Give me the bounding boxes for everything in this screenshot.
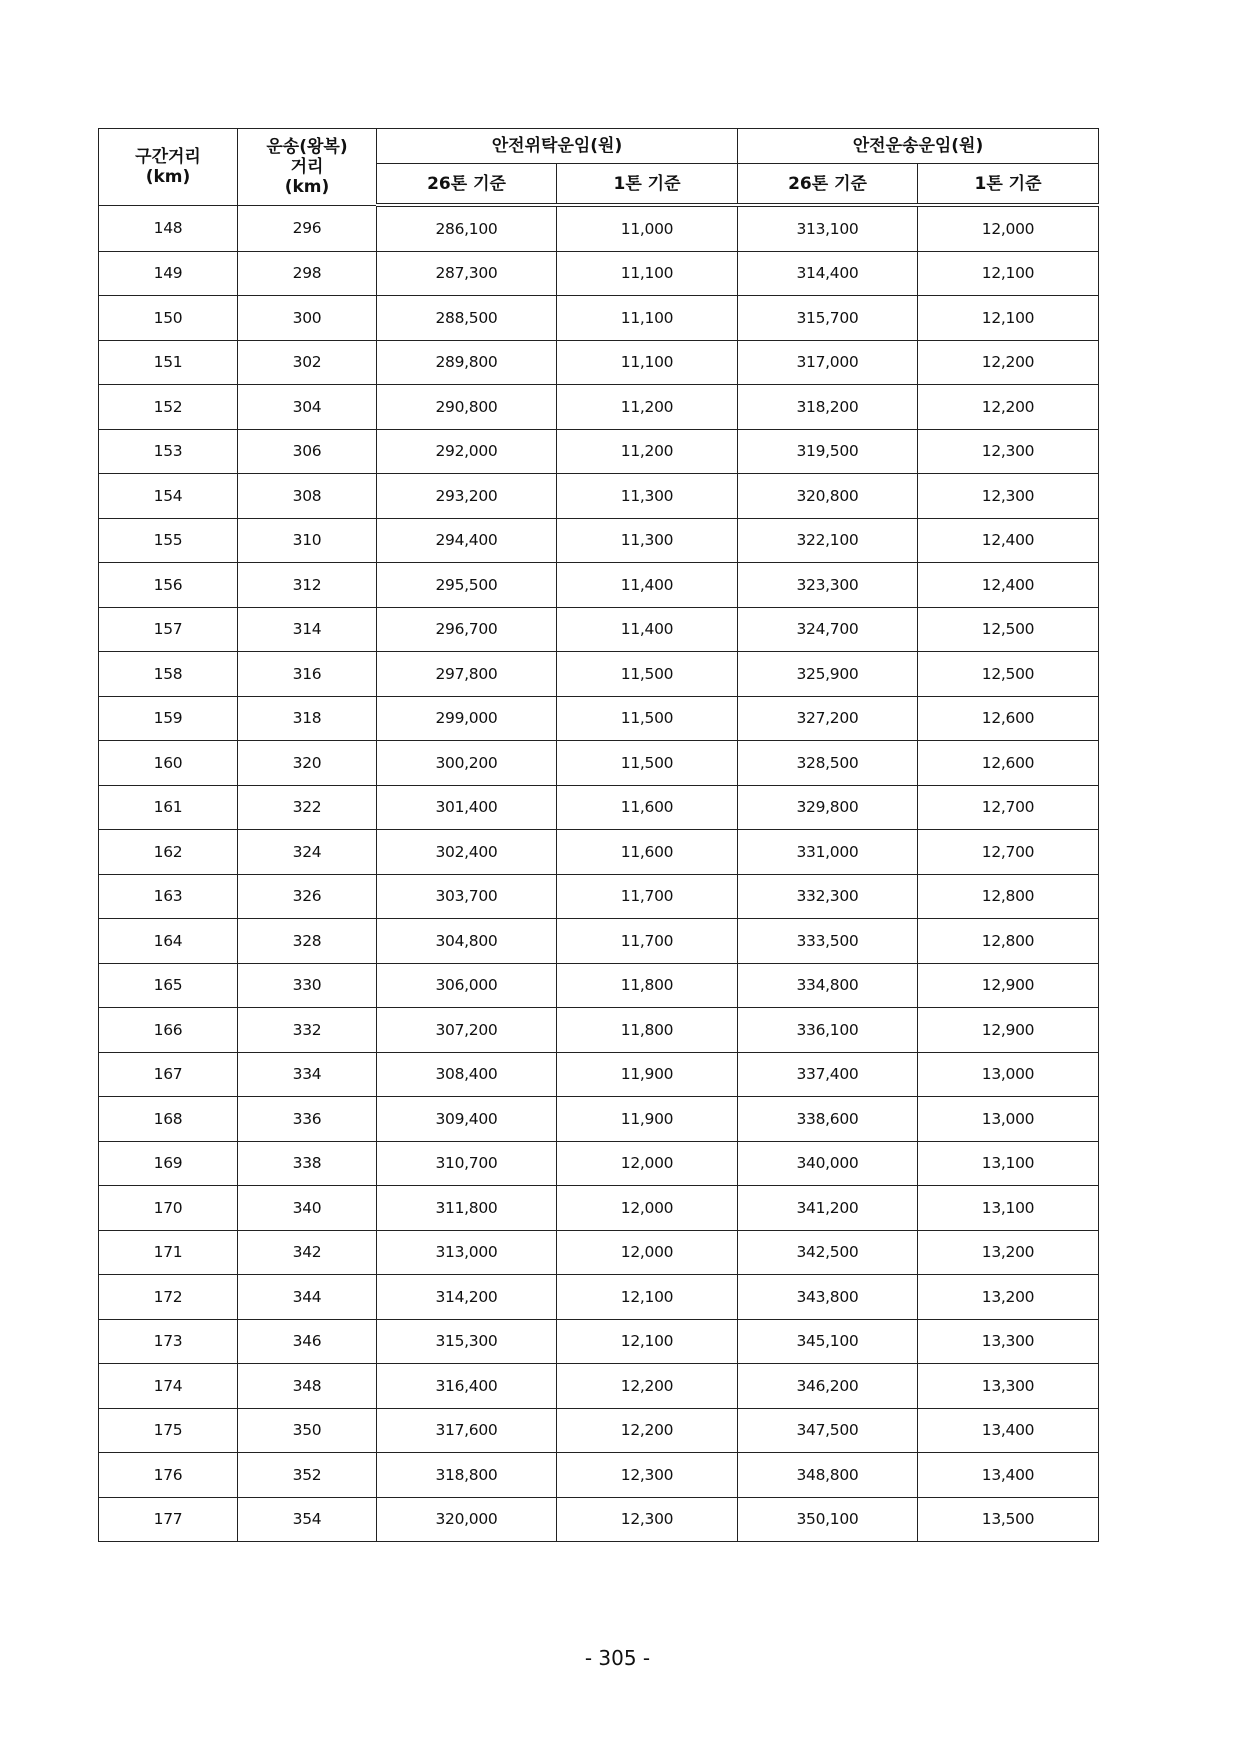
table-row <box>99 1408 1099 1453</box>
cell-transport-26t: 343,800 <box>738 1275 918 1320</box>
cell-transport-1t: 12,200 <box>918 340 1099 385</box>
cell-transport-distance: 344 <box>238 1275 377 1320</box>
table-row <box>99 652 1099 697</box>
cell-transport-distance: 316 <box>238 652 377 697</box>
cell-transport-distance: 302 <box>238 340 377 385</box>
cell-consign-1t: 11,600 <box>557 830 738 875</box>
table-row <box>99 607 1099 652</box>
cell-transport-1t: 12,300 <box>918 429 1099 474</box>
page-number: - 305 - <box>584 1646 651 1670</box>
table-row <box>99 518 1099 563</box>
cell-segment-distance: 167 <box>99 1052 238 1097</box>
cell-segment-distance: 152 <box>99 385 238 430</box>
header-transport-distance-line3: (km) <box>284 176 330 197</box>
cell-transport-1t: 13,100 <box>918 1186 1099 1231</box>
cell-transport-distance: 324 <box>238 830 377 875</box>
cell-transport-26t: 319,500 <box>738 429 918 474</box>
cell-transport-distance: 310 <box>238 518 377 563</box>
cell-consign-26t: 286,100 <box>377 205 557 251</box>
cell-consign-26t: 297,800 <box>377 652 557 697</box>
cell-transport-26t: 346,200 <box>738 1364 918 1409</box>
cell-transport-distance: 352 <box>238 1453 377 1498</box>
cell-consign-26t: 306,000 <box>377 963 557 1008</box>
table-row <box>99 296 1099 341</box>
cell-transport-1t: 12,400 <box>918 563 1099 608</box>
table-row <box>99 1186 1099 1231</box>
cell-consign-26t: 289,800 <box>377 340 557 385</box>
cell-transport-26t: 342,500 <box>738 1230 918 1275</box>
cell-segment-distance: 173 <box>99 1319 238 1364</box>
cell-consign-1t: 11,100 <box>557 296 738 341</box>
cell-consign-1t: 11,700 <box>557 874 738 919</box>
cell-transport-1t: 12,500 <box>918 652 1099 697</box>
cell-consign-26t: 294,400 <box>377 518 557 563</box>
cell-transport-26t: 325,900 <box>738 652 918 697</box>
cell-consign-26t: 300,200 <box>377 741 557 786</box>
cell-consign-1t: 11,300 <box>557 474 738 519</box>
cell-transport-1t: 12,600 <box>918 696 1099 741</box>
cell-consign-1t: 11,300 <box>557 518 738 563</box>
cell-transport-1t: 12,500 <box>918 607 1099 652</box>
cell-transport-distance: 312 <box>238 563 377 608</box>
cell-consign-26t: 299,000 <box>377 696 557 741</box>
cell-transport-distance: 338 <box>238 1141 377 1186</box>
header-transport-distance-line1: 운송(왕복) <box>266 136 348 157</box>
cell-transport-26t: 324,700 <box>738 607 918 652</box>
cell-transport-distance: 306 <box>238 429 377 474</box>
cell-consign-26t: 290,800 <box>377 385 557 430</box>
cell-transport-1t: 12,000 <box>918 205 1099 251</box>
cell-segment-distance: 176 <box>99 1453 238 1498</box>
cell-transport-distance: 342 <box>238 1230 377 1275</box>
cell-consign-26t: 309,400 <box>377 1097 557 1142</box>
cell-transport-1t: 13,400 <box>918 1408 1099 1453</box>
cell-transport-26t: 338,600 <box>738 1097 918 1142</box>
cell-consign-26t: 287,300 <box>377 251 557 296</box>
cell-segment-distance: 156 <box>99 563 238 608</box>
table-row <box>99 696 1099 741</box>
cell-transport-distance: 334 <box>238 1052 377 1097</box>
cell-transport-distance: 340 <box>238 1186 377 1231</box>
cell-transport-26t: 341,200 <box>738 1186 918 1231</box>
cell-consign-26t: 295,500 <box>377 563 557 608</box>
header-transport-distance <box>238 129 377 206</box>
cell-transport-1t: 12,800 <box>918 874 1099 919</box>
cell-consign-26t: 296,700 <box>377 607 557 652</box>
cell-consign-26t: 315,300 <box>377 1319 557 1364</box>
cell-transport-1t: 13,300 <box>918 1364 1099 1409</box>
cell-transport-26t: 315,700 <box>738 296 918 341</box>
cell-consign-1t: 11,200 <box>557 385 738 430</box>
table-row <box>99 741 1099 786</box>
cell-transport-26t: 314,400 <box>738 251 918 296</box>
cell-consign-1t: 11,900 <box>557 1097 738 1142</box>
cell-consign-1t: 11,400 <box>557 607 738 652</box>
header-consign-fare: 안전위탁운임(원) <box>377 129 738 164</box>
table-row <box>99 1319 1099 1364</box>
cell-consign-26t: 302,400 <box>377 830 557 875</box>
cell-consign-1t: 11,100 <box>557 340 738 385</box>
cell-transport-distance: 308 <box>238 474 377 519</box>
cell-segment-distance: 172 <box>99 1275 238 1320</box>
table-row <box>99 830 1099 875</box>
cell-segment-distance: 151 <box>99 340 238 385</box>
cell-transport-26t: 329,800 <box>738 785 918 830</box>
cell-consign-26t: 301,400 <box>377 785 557 830</box>
cell-consign-1t: 11,100 <box>557 251 738 296</box>
cell-segment-distance: 177 <box>99 1497 238 1542</box>
table-row <box>99 963 1099 1008</box>
cell-transport-1t: 12,100 <box>918 251 1099 296</box>
cell-segment-distance: 158 <box>99 652 238 697</box>
cell-transport-1t: 13,200 <box>918 1230 1099 1275</box>
cell-transport-1t: 12,400 <box>918 518 1099 563</box>
cell-consign-1t: 12,100 <box>557 1275 738 1320</box>
cell-transport-26t: 348,800 <box>738 1453 918 1498</box>
cell-transport-26t: 334,800 <box>738 963 918 1008</box>
cell-consign-26t: 313,000 <box>377 1230 557 1275</box>
cell-consign-26t: 293,200 <box>377 474 557 519</box>
table-row <box>99 1364 1099 1409</box>
cell-transport-26t: 345,100 <box>738 1319 918 1364</box>
header-segment-distance-line2: (km) <box>145 166 191 187</box>
rate-table <box>98 128 1099 1542</box>
cell-segment-distance: 161 <box>99 785 238 830</box>
cell-transport-distance: 348 <box>238 1364 377 1409</box>
cell-transport-26t: 347,500 <box>738 1408 918 1453</box>
header-segment-distance <box>99 129 238 206</box>
table-row <box>99 429 1099 474</box>
cell-consign-26t: 308,400 <box>377 1052 557 1097</box>
cell-consign-1t: 12,000 <box>557 1230 738 1275</box>
cell-consign-1t: 12,200 <box>557 1364 738 1409</box>
cell-transport-distance: 320 <box>238 741 377 786</box>
cell-segment-distance: 170 <box>99 1186 238 1231</box>
cell-transport-1t: 13,000 <box>918 1052 1099 1097</box>
cell-consign-1t: 11,400 <box>557 563 738 608</box>
cell-segment-distance: 169 <box>99 1141 238 1186</box>
header-transport-26t: 26톤 기준 <box>738 164 918 206</box>
table-row <box>99 563 1099 608</box>
rate-table-body <box>99 205 1099 1542</box>
cell-transport-26t: 340,000 <box>738 1141 918 1186</box>
header-segment-distance-line1: 구간거리 <box>135 146 201 167</box>
cell-transport-1t: 12,900 <box>918 1008 1099 1053</box>
cell-segment-distance: 153 <box>99 429 238 474</box>
cell-segment-distance: 174 <box>99 1364 238 1409</box>
table-row <box>99 1275 1099 1320</box>
cell-segment-distance: 154 <box>99 474 238 519</box>
header-consign-1t: 1톤 기준 <box>557 164 738 206</box>
cell-transport-26t: 331,000 <box>738 830 918 875</box>
cell-transport-26t: 318,200 <box>738 385 918 430</box>
table-row <box>99 251 1099 296</box>
cell-transport-26t: 320,800 <box>738 474 918 519</box>
cell-consign-26t: 310,700 <box>377 1141 557 1186</box>
table-row <box>99 340 1099 385</box>
cell-transport-distance: 346 <box>238 1319 377 1364</box>
cell-transport-26t: 332,300 <box>738 874 918 919</box>
cell-transport-1t: 13,500 <box>918 1497 1099 1542</box>
cell-transport-26t: 323,300 <box>738 563 918 608</box>
cell-consign-1t: 11,000 <box>557 205 738 251</box>
cell-segment-distance: 150 <box>99 296 238 341</box>
cell-transport-distance: 330 <box>238 963 377 1008</box>
cell-segment-distance: 163 <box>99 874 238 919</box>
cell-transport-26t: 317,000 <box>738 340 918 385</box>
cell-transport-distance: 318 <box>238 696 377 741</box>
cell-transport-26t: 333,500 <box>738 919 918 964</box>
cell-consign-1t: 12,000 <box>557 1186 738 1231</box>
cell-segment-distance: 155 <box>99 518 238 563</box>
cell-transport-distance: 336 <box>238 1097 377 1142</box>
cell-transport-26t: 313,100 <box>738 205 918 251</box>
table-row <box>99 474 1099 519</box>
cell-segment-distance: 148 <box>99 205 238 251</box>
cell-segment-distance: 165 <box>99 963 238 1008</box>
cell-segment-distance: 159 <box>99 696 238 741</box>
table-row <box>99 785 1099 830</box>
cell-consign-26t: 311,800 <box>377 1186 557 1231</box>
cell-transport-distance: 300 <box>238 296 377 341</box>
cell-transport-26t: 322,100 <box>738 518 918 563</box>
cell-consign-26t: 320,000 <box>377 1497 557 1542</box>
cell-consign-1t: 11,800 <box>557 1008 738 1053</box>
cell-transport-distance: 326 <box>238 874 377 919</box>
table-row <box>99 1141 1099 1186</box>
cell-transport-distance: 332 <box>238 1008 377 1053</box>
cell-transport-distance: 296 <box>238 205 377 251</box>
cell-consign-26t: 304,800 <box>377 919 557 964</box>
cell-consign-26t: 317,600 <box>377 1408 557 1453</box>
cell-transport-26t: 337,400 <box>738 1052 918 1097</box>
cell-segment-distance: 166 <box>99 1008 238 1053</box>
cell-transport-1t: 12,900 <box>918 963 1099 1008</box>
table-row <box>99 205 1099 251</box>
table-row <box>99 874 1099 919</box>
cell-consign-1t: 11,900 <box>557 1052 738 1097</box>
cell-consign-1t: 12,300 <box>557 1453 738 1498</box>
cell-consign-1t: 12,200 <box>557 1408 738 1453</box>
cell-transport-1t: 13,300 <box>918 1319 1099 1364</box>
cell-transport-26t: 327,200 <box>738 696 918 741</box>
cell-consign-1t: 11,600 <box>557 785 738 830</box>
cell-consign-1t: 11,500 <box>557 652 738 697</box>
cell-segment-distance: 175 <box>99 1408 238 1453</box>
table-row <box>99 1497 1099 1542</box>
cell-consign-26t: 292,000 <box>377 429 557 474</box>
cell-transport-distance: 322 <box>238 785 377 830</box>
cell-consign-1t: 11,800 <box>557 963 738 1008</box>
table-row <box>99 1052 1099 1097</box>
cell-transport-26t: 336,100 <box>738 1008 918 1053</box>
table-row <box>99 919 1099 964</box>
table-row <box>99 1453 1099 1498</box>
cell-segment-distance: 149 <box>99 251 238 296</box>
cell-transport-distance: 354 <box>238 1497 377 1542</box>
table-row <box>99 1097 1099 1142</box>
cell-transport-26t: 328,500 <box>738 741 918 786</box>
cell-segment-distance: 160 <box>99 741 238 786</box>
header-consign-26t: 26톤 기준 <box>377 164 557 206</box>
cell-transport-distance: 314 <box>238 607 377 652</box>
cell-consign-26t: 288,500 <box>377 296 557 341</box>
cell-transport-distance: 350 <box>238 1408 377 1453</box>
cell-segment-distance: 171 <box>99 1230 238 1275</box>
cell-transport-1t: 12,300 <box>918 474 1099 519</box>
cell-transport-distance: 304 <box>238 385 377 430</box>
cell-transport-distance: 328 <box>238 919 377 964</box>
cell-transport-1t: 12,800 <box>918 919 1099 964</box>
cell-consign-26t: 314,200 <box>377 1275 557 1320</box>
cell-segment-distance: 168 <box>99 1097 238 1142</box>
table-row <box>99 1008 1099 1053</box>
cell-consign-1t: 12,300 <box>557 1497 738 1542</box>
cell-transport-1t: 12,600 <box>918 741 1099 786</box>
cell-segment-distance: 162 <box>99 830 238 875</box>
cell-transport-1t: 12,100 <box>918 296 1099 341</box>
cell-transport-distance: 298 <box>238 251 377 296</box>
table-row <box>99 385 1099 430</box>
cell-consign-1t: 11,500 <box>557 741 738 786</box>
cell-segment-distance: 164 <box>99 919 238 964</box>
cell-consign-26t: 318,800 <box>377 1453 557 1498</box>
cell-transport-1t: 12,700 <box>918 785 1099 830</box>
cell-transport-1t: 13,200 <box>918 1275 1099 1320</box>
header-transport-1t: 1톤 기준 <box>918 164 1099 206</box>
cell-consign-26t: 307,200 <box>377 1008 557 1053</box>
cell-transport-1t: 13,000 <box>918 1097 1099 1142</box>
cell-segment-distance: 157 <box>99 607 238 652</box>
cell-consign-1t: 11,200 <box>557 429 738 474</box>
cell-transport-1t: 12,700 <box>918 830 1099 875</box>
header-row-top <box>99 129 1099 164</box>
cell-transport-26t: 350,100 <box>738 1497 918 1542</box>
cell-transport-1t: 13,400 <box>918 1453 1099 1498</box>
cell-consign-26t: 316,400 <box>377 1364 557 1409</box>
table-row <box>99 1230 1099 1275</box>
cell-consign-26t: 303,700 <box>377 874 557 919</box>
cell-transport-1t: 13,100 <box>918 1141 1099 1186</box>
header-transport-distance-line2: 거리 <box>290 156 324 177</box>
cell-consign-1t: 11,700 <box>557 919 738 964</box>
cell-consign-1t: 11,500 <box>557 696 738 741</box>
cell-consign-1t: 12,100 <box>557 1319 738 1364</box>
cell-transport-1t: 12,200 <box>918 385 1099 430</box>
header-transport-fare: 안전운송운임(원) <box>738 129 1099 164</box>
cell-consign-1t: 12,000 <box>557 1141 738 1186</box>
